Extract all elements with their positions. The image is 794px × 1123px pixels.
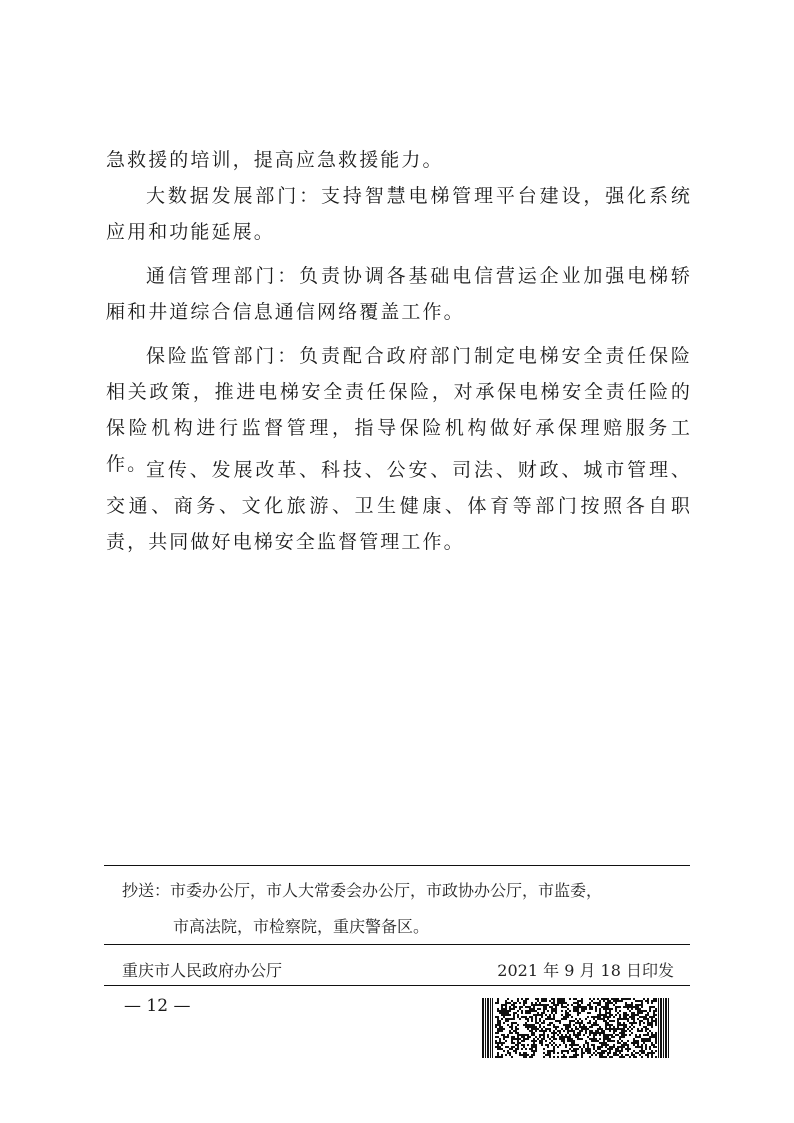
page-number: — 12 — — [124, 996, 191, 1016]
issuer: 重庆市人民政府办公厅 — [122, 961, 283, 980]
footer-bottom-rule — [104, 985, 690, 986]
paragraph-other-depts: 宣传、发展改革、科技、公安、司法、财政、城市管理、交通、商务、文化旅游、卫生健康、体育等部门按照各自职责，共同做好电梯安全监督管理工作。 — [106, 459, 692, 553]
paragraph-insurance-dept: 保险监管部门：负责配合政府部门制定电梯安全责任保险相关政策，推进电梯安全责任保险，对承保电梯安全责任险的保险机构进行监督管理，指导保险机构做好承保理赔服务工作。 — [106, 345, 692, 475]
cc-line-2: 市高法院，市检察院，重庆警备区。 — [173, 917, 430, 936]
issue-date: 2021 年 9 月 18 日印发 — [497, 961, 674, 980]
barcode-icon — [482, 998, 670, 1058]
cc-top-rule — [104, 865, 690, 866]
paragraph-telecom-dept: 通信管理部门：负责协调各基础电信营运企业加强电梯轿厢和井道综合信息通信网络覆盖工作。 — [106, 265, 692, 323]
cc-bottom-rule — [104, 944, 690, 945]
paragraph-continuation: 急救援的培训，提高应急救援能力。 — [106, 149, 444, 171]
paragraph-big-data-dept: 大数据发展部门：支持智慧电梯管理平台建设，强化系统应用和功能延展。 — [106, 185, 692, 243]
cc-line-1: 抄送：市委办公厅，市人大常委会办公厅，市政协办公厅，市监委， — [122, 881, 603, 900]
